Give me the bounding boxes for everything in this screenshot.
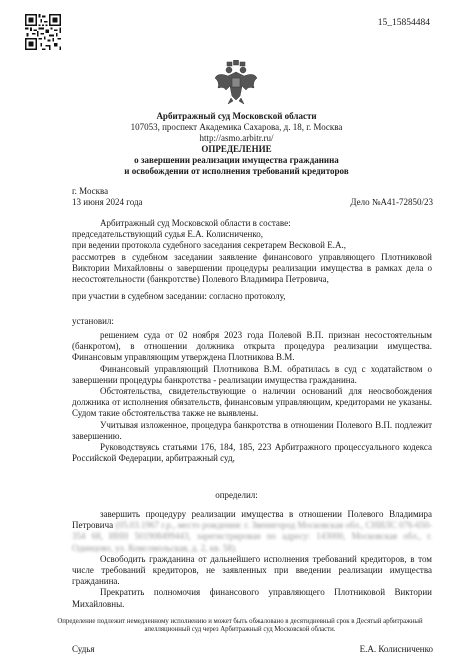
judge-name: Е.А. Колисниченко	[359, 644, 433, 654]
court-name: Арбитражный суд Московской области	[156, 111, 317, 121]
established-block	[72, 330, 432, 464]
established-heading: установил:	[72, 316, 114, 326]
intro-considered: рассмотрев в судебном заседании заявление финансового управляющего Плотниковой Виктории Михайловны о завершении процедуры реализации имущества в рамках дела о несостоятельности (банкротстве) Полевого Владимира Петровича,	[72, 251, 432, 285]
established-para-1: решением суда от 02 ноября 2023 года Полевой В.П. признан несостоятельным (банкротом), в отношении должника открыта процедура реализации имущества. Финансовым управляющим утверждена Плотникова В.М.	[72, 330, 432, 363]
coat-of-arms-emblem	[214, 60, 258, 106]
determined-para-1-text: завершить процедуру реализации имущества в отношении Полевого Владимира Петровича	[72, 509, 432, 531]
determined-para-3: Прекратить полномочия финансового управляющего Плотниковой Виктории Михайловны.	[72, 587, 432, 609]
intro-block	[72, 218, 432, 302]
redacted-personal-data: (05.03.1967 г.р., место рождения: г. Звенигород Московская обл., СНИЛС 076-650-354 68, ИНН 501908499443, зарегистрирован по адресу: 143000, Московская обл., г. Одинцово, ул. Комсомольская, д. 2, кв. 58).	[72, 520, 432, 553]
established-para-3: Обстоятельства, свидетельствующие о наличии оснований для неосвобождения должника от исполнения обязательств, финансовым управляющим, кредиторами не указаны. Судом такие обстоятельства также не выявлены.	[72, 386, 432, 419]
established-para-2: Финансовый управляющий Плотникова В.М. обратилась в суд с ходатайством о завершении процедуры банкротства - реализации имущества гражданина.	[72, 363, 432, 385]
intro-secretary: при ведении протокола судебного заседания секретарем Весковой Е.А.,	[72, 240, 346, 251]
intro-presiding-judge: председательствующий судья Е.А. Колисниченко,	[72, 229, 264, 240]
determined-para-2: Освободить гражданина от дальнейшего исполнения требований кредиторов, в том числе требований кредиторов, не заявленных при введении реализации имущества гражданина.	[72, 553, 432, 587]
case-number: Дело №А41-72850/23	[350, 197, 433, 207]
document-number: 15_15854484	[377, 18, 430, 28]
document-date: 13 июня 2024 года	[72, 197, 143, 207]
intro-participants: при участии в судебном заседании: согласно протоколу,	[72, 291, 286, 302]
determined-heading: определил:	[215, 490, 258, 500]
court-website: http://asmo.arbitr.ru/	[199, 133, 274, 143]
subject-line-2: и освобождении от исполнения требований кредиторов	[124, 166, 349, 176]
judge-label: Судья	[72, 644, 95, 654]
qr-code	[25, 14, 61, 50]
document-type: ОПРЕДЕЛЕНИЕ	[201, 144, 272, 154]
determined-para-1	[72, 509, 432, 554]
determined-block	[72, 509, 432, 610]
established-para-4: Учитывая изложенное, процедура банкротства в отношении Полевого В.П. подлежит завершению.	[72, 419, 432, 441]
footer-appeal-note: Определение подлежит немедленному исполнению и может быть обжаловано в десятидневный срок в Десятый арбитражный апелляционный суд через Арбитражный суд Московской области.	[57, 618, 423, 634]
subject-line-1: о завершении реализации имущества гражданина	[134, 155, 339, 165]
city: г. Москва	[72, 186, 109, 196]
court-address: 107053, проспект Академика Сахарова, д. 18, г. Москва	[130, 122, 343, 132]
established-para-5: Руководствуясь статьями 176, 184, 185, 223 Арбитражного процессуального кодекса Российской Федерации, арбитражный суд,	[72, 442, 432, 464]
intro-court-composition: Арбитражный суд Московской области в составе:	[100, 218, 291, 228]
